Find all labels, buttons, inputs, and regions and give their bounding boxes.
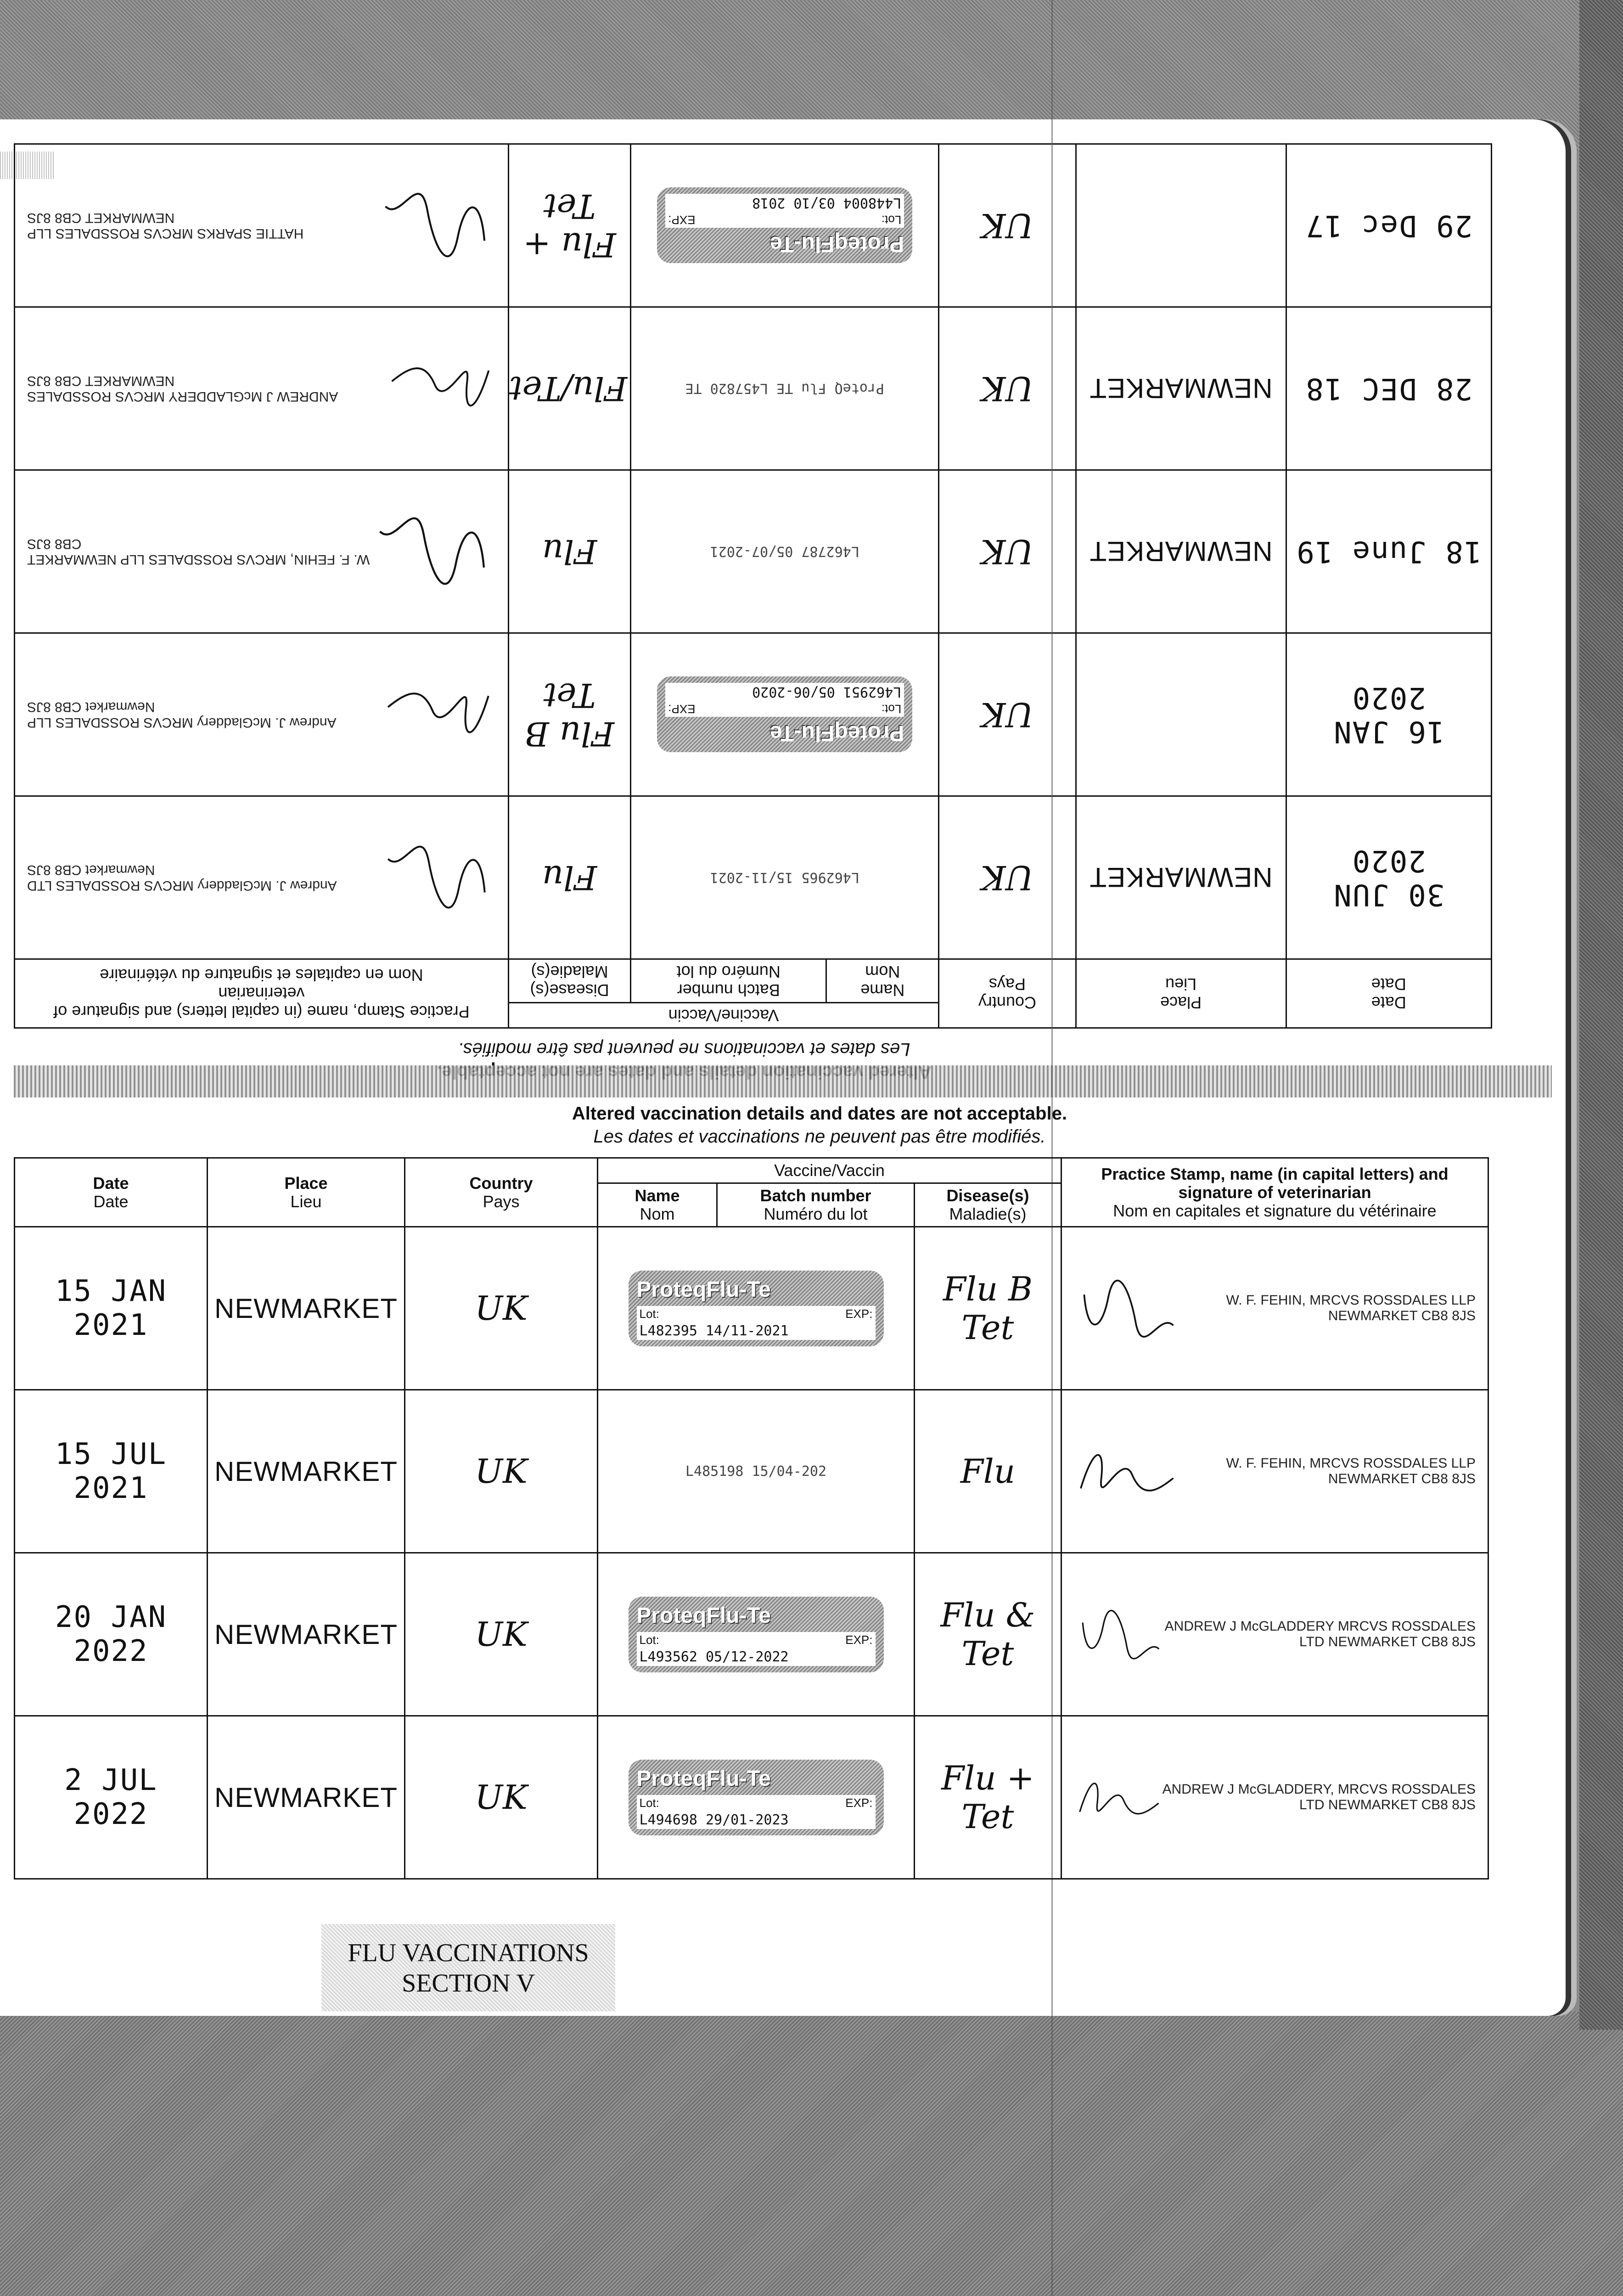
lower-header-country: Country Pays bbox=[405, 1158, 598, 1227]
vaccination-disease: Flu + Tet bbox=[915, 1716, 1061, 1879]
vaccine-brand: ProteqFlu-Te bbox=[636, 1766, 771, 1791]
signature bbox=[384, 832, 496, 923]
stamp-wrap bbox=[18, 669, 505, 760]
upper-row bbox=[15, 470, 1492, 633]
batch-number: L448004 03/10 2018 bbox=[665, 194, 904, 212]
vaccination-country: UK bbox=[939, 470, 1076, 633]
vaccine-name-cell bbox=[631, 144, 939, 307]
vaccination-country: UK bbox=[405, 1553, 598, 1716]
vaccine-brand: ProteqFlu-Te bbox=[636, 1603, 771, 1628]
stamp-cell bbox=[15, 144, 509, 307]
lower-header-name: Name Nom bbox=[598, 1183, 717, 1227]
vaccination-place: NEWMARKET bbox=[208, 1553, 405, 1716]
section-label bbox=[321, 1924, 615, 2011]
vaccination-country: UK bbox=[939, 307, 1076, 470]
batch-number: L493562 05/12-2022 bbox=[637, 1648, 876, 1666]
vaccination-date: 2 JUL 2022 bbox=[15, 1716, 208, 1879]
vaccination-place: NEWMARKET bbox=[208, 1227, 405, 1390]
signature bbox=[1074, 1751, 1162, 1843]
practice-stamp: W. F. FEHIN, MRCVS ROSSDALES LLP NEWMARKET CB8 8JS bbox=[1226, 1293, 1476, 1323]
vaccination-country: UK bbox=[939, 144, 1076, 307]
vaccination-disease: Flu bbox=[508, 470, 630, 633]
vaccine-label-sticker bbox=[629, 1597, 884, 1672]
exp-caption: EXP: bbox=[668, 213, 696, 227]
vaccination-country: UK bbox=[405, 1716, 598, 1879]
vaccination-country: UK bbox=[939, 633, 1076, 796]
lot-caption: Lot: bbox=[639, 1632, 659, 1647]
lower-header-stamp: Practice Stamp, name (in capital letters) and signature of veterinarian Nom en capitales et signature du vétérinaire bbox=[1061, 1158, 1488, 1227]
lower-vaccination-table bbox=[14, 1157, 1489, 1880]
signature bbox=[376, 506, 496, 597]
scan-background-right bbox=[1579, 0, 1623, 2030]
vaccine-name-cell bbox=[598, 1390, 915, 1553]
vaccination-place: NEWMARKET bbox=[1076, 470, 1286, 633]
lower-header-place: Place Lieu bbox=[208, 1158, 405, 1227]
practice-stamp: Andrew J. McGladdery MRCVS ROSSDALES LLP Newmarket CB8 8JS bbox=[27, 699, 337, 730]
stamp-wrap bbox=[18, 832, 505, 923]
upper-vaccination-table bbox=[14, 143, 1492, 1029]
vaccination-date: 30 JUN 2020 bbox=[1286, 796, 1491, 959]
batch-number: L482395 14/11-2021 bbox=[637, 1322, 876, 1340]
vaccination-date: 15 JUL 2021 bbox=[15, 1390, 208, 1553]
upper-notice-fr: Les dates et vaccinations ne peuvent pas être modifiés. bbox=[458, 1039, 910, 1059]
vaccine-name-cell bbox=[631, 470, 939, 633]
upper-vaccination-page bbox=[14, 187, 1492, 1084]
lower-notice-fr: Les dates et vaccinations ne peuvent pas être modifiés. bbox=[593, 1126, 1046, 1147]
lot-line bbox=[637, 1632, 876, 1648]
lower-header-vaccine: Vaccine/Vaccin bbox=[598, 1158, 1061, 1183]
lot-line bbox=[637, 1795, 876, 1811]
vaccination-date: 29 Dec 17 bbox=[1286, 144, 1491, 307]
vaccine-brand: ProteqFlu-Te bbox=[636, 1277, 771, 1302]
vaccination-date: 28 DEC 18 bbox=[1286, 307, 1491, 470]
signature bbox=[1074, 1425, 1177, 1517]
lot-line bbox=[665, 212, 904, 228]
section-label-line1: FLU VACCINATIONS bbox=[348, 1939, 589, 1967]
lower-header-batch: Batch number Numéro du lot bbox=[717, 1183, 915, 1227]
vaccine-label-sticker bbox=[657, 188, 912, 264]
vaccination-disease: Flu + Tet bbox=[508, 144, 630, 307]
practice-stamp: HATTIE SPARKS MRCVS ROSSDALES LLP NEWMARKET CB8 8JS bbox=[27, 210, 304, 241]
signature bbox=[382, 180, 496, 271]
stamp-cell bbox=[1061, 1390, 1488, 1553]
lower-header-disease: Disease(s) Maladie(s) bbox=[915, 1183, 1061, 1227]
vaccination-place: NEWMARKET bbox=[208, 1390, 405, 1553]
upper-row bbox=[15, 144, 1492, 307]
stamp-cell bbox=[15, 633, 509, 796]
lower-notice-en: Altered vaccination details and dates are not acceptable. bbox=[572, 1103, 1067, 1124]
vaccine-name-cell bbox=[598, 1553, 915, 1716]
lower-row bbox=[15, 1390, 1488, 1553]
signature bbox=[1074, 1588, 1162, 1680]
stamp-wrap bbox=[1065, 1588, 1485, 1680]
lower-row bbox=[15, 1716, 1488, 1879]
lower-row bbox=[15, 1227, 1488, 1390]
vaccination-date: 16 JAN 2020 bbox=[1286, 633, 1491, 796]
practice-stamp: Andrew J. McGladdery MRCVS ROSSDALES LTD Newmarket CB8 8JS bbox=[27, 862, 337, 893]
stamp-cell bbox=[15, 307, 509, 470]
batch-number: L494698 29/01-2023 bbox=[637, 1811, 876, 1829]
batch-number: L485198 15/04-202 bbox=[685, 1463, 827, 1480]
stamp-cell bbox=[1061, 1227, 1488, 1390]
signature bbox=[388, 343, 496, 434]
signature bbox=[384, 669, 496, 760]
vaccine-name-cell bbox=[631, 796, 939, 959]
lot-caption: Lot: bbox=[881, 213, 902, 227]
vaccine-name-cell bbox=[598, 1227, 915, 1390]
lower-vaccination-page bbox=[14, 1102, 1488, 1929]
upper-row bbox=[15, 633, 1492, 796]
vaccination-place: NEWMARKET bbox=[1076, 307, 1286, 470]
vaccination-place bbox=[1076, 633, 1286, 796]
scan-background-bottom bbox=[0, 2011, 1623, 2296]
lot-line bbox=[637, 1306, 876, 1322]
lower-row bbox=[15, 1553, 1488, 1716]
vaccine-label-sticker bbox=[629, 1271, 884, 1346]
exp-caption: EXP: bbox=[845, 1795, 873, 1810]
signature bbox=[1074, 1262, 1177, 1354]
vaccination-disease: Flu B Tet bbox=[508, 633, 630, 796]
upper-row bbox=[15, 796, 1492, 959]
lot-caption: Lot: bbox=[881, 702, 902, 716]
exp-caption: EXP: bbox=[845, 1632, 873, 1647]
section-label-line2: SECTION V bbox=[402, 1969, 535, 1998]
practice-stamp: ANDREW J McGLADDERY, MRCVS ROSSDALES LTD NEWMARKET CB8 8JS bbox=[1162, 1782, 1476, 1812]
vaccination-place: NEWMARKET bbox=[1076, 796, 1286, 959]
lot-caption: Lot: bbox=[639, 1795, 659, 1810]
upper-header-country: Country Pays bbox=[939, 959, 1076, 1028]
stamp-wrap bbox=[1065, 1262, 1485, 1354]
upper-header-place: Place Lieu bbox=[1076, 959, 1286, 1028]
stamp-wrap bbox=[18, 343, 505, 434]
vaccination-country: UK bbox=[405, 1227, 598, 1390]
upper-header-stamp: Practice Stamp, name (in capital letters) and signature of veterinarian Nom en capitales et signature du vétérinaire bbox=[15, 959, 509, 1028]
vaccine-name-cell bbox=[631, 633, 939, 796]
lower-header-date: Date Date bbox=[15, 1158, 208, 1227]
upper-header-row bbox=[15, 1003, 1492, 1028]
batch-number: L462787 05/07-2021 bbox=[710, 543, 859, 560]
lower-header-row bbox=[15, 1158, 1488, 1183]
practice-stamp: W. F. FEHIN, MRCVS ROSSDALES LLP NEWMARKET CB8 8JS bbox=[1226, 1456, 1476, 1486]
vaccine-label-sticker bbox=[657, 677, 912, 753]
vaccine-brand: ProteqFlu-Te bbox=[769, 232, 904, 257]
upper-header-date: Date Date bbox=[1286, 959, 1491, 1028]
vaccination-disease: Flu/Tet bbox=[508, 307, 630, 470]
upper-header-vaccine: Vaccine/Vaccin bbox=[508, 1003, 938, 1028]
stamp-cell bbox=[15, 796, 509, 959]
batch-number: L462951 05/06-2020 bbox=[665, 683, 904, 701]
lot-caption: Lot: bbox=[639, 1306, 659, 1321]
stamp-cell bbox=[15, 470, 509, 633]
batch-number: L462965 15/11-2021 bbox=[710, 869, 859, 886]
practice-stamp: ANDREW J McGLADDERY MRCVS ROSSDALES NEWMARKET CB8 8JS bbox=[27, 373, 338, 404]
batch-number: ProteQ Flu TE L457820 TE bbox=[685, 380, 885, 397]
stamp-wrap bbox=[18, 180, 505, 271]
vaccination-place bbox=[1076, 144, 1286, 307]
vaccination-date: 15 JAN 2021 bbox=[15, 1227, 208, 1390]
vaccine-name-cell bbox=[598, 1716, 915, 1879]
vaccination-place: NEWMARKET bbox=[208, 1716, 405, 1879]
vaccination-date: 20 JAN 2022 bbox=[15, 1553, 208, 1716]
vaccination-disease: Flu bbox=[915, 1390, 1061, 1553]
stamp-wrap bbox=[1065, 1425, 1485, 1517]
lot-line bbox=[665, 701, 904, 717]
stamp-wrap bbox=[18, 506, 505, 597]
upper-header-disease: Disease(s) Maladie(s) bbox=[508, 959, 630, 1003]
vaccine-label-sticker bbox=[629, 1760, 884, 1835]
page-fold-divider bbox=[14, 1065, 1552, 1097]
vaccination-country: UK bbox=[939, 796, 1076, 959]
stamp-wrap bbox=[1065, 1751, 1485, 1843]
lower-notice bbox=[14, 1102, 1488, 1148]
vaccination-date: 18 June 19 bbox=[1286, 470, 1491, 633]
upper-header-batch: Batch number Numéro du lot bbox=[631, 959, 826, 1003]
vaccine-brand: ProteqFlu-Te bbox=[769, 721, 904, 746]
vaccination-disease: Flu & Tet bbox=[915, 1553, 1061, 1716]
vaccination-disease: Flu B Tet bbox=[915, 1227, 1061, 1390]
exp-caption: EXP: bbox=[845, 1306, 873, 1321]
vaccination-disease: Flu bbox=[508, 796, 630, 959]
stamp-cell bbox=[1061, 1716, 1488, 1879]
stamp-cell bbox=[1061, 1553, 1488, 1716]
practice-stamp: ANDREW J McGLADDERY MRCVS ROSSDALES LTD NEWMARKET CB8 8JS bbox=[1164, 1619, 1476, 1649]
exp-caption: EXP: bbox=[668, 702, 696, 716]
vaccination-country: UK bbox=[405, 1390, 598, 1553]
upper-row bbox=[15, 307, 1492, 470]
vaccine-name-cell bbox=[631, 307, 939, 470]
practice-stamp: W. F. FEHIN, MRCVS ROSSDALES LLP NEWMARKET CB8 8JS bbox=[27, 536, 370, 567]
upper-header-name: Name Nom bbox=[826, 959, 939, 1003]
